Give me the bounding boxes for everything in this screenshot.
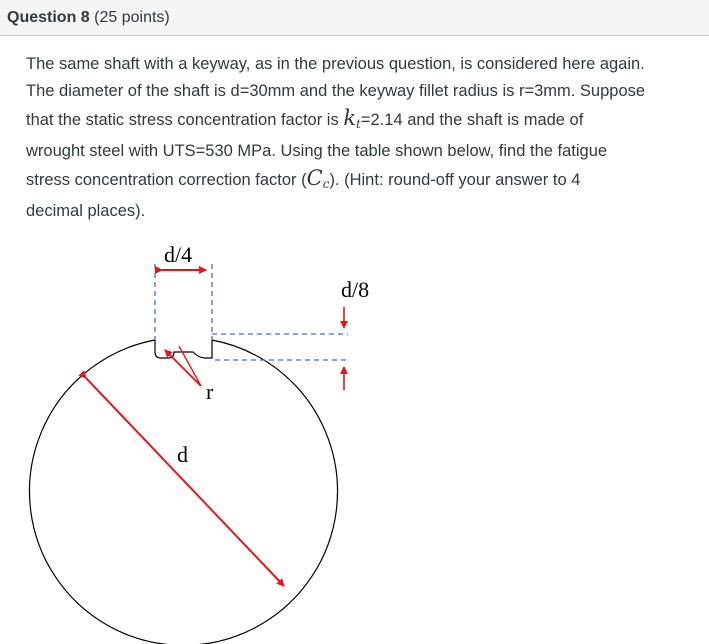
line3-pre: that the static stress concentration factor is xyxy=(26,111,344,129)
question-line-1: The same shaft with a keyway, as in the previous question, is considered here again. xyxy=(26,55,645,73)
diameter-arrow xyxy=(86,378,284,586)
fillet-radius-arrow xyxy=(165,350,201,386)
kt-symbol: $k_t$ xyxy=(343,106,361,131)
question-line-6: decimal places). xyxy=(26,202,146,220)
line3-post: =2.14 and the shaft is made of xyxy=(360,111,584,129)
label-diameter: d xyxy=(177,442,188,467)
question-name: Question 8 xyxy=(7,9,90,26)
line5-post: ). (Hint: round-off your answer to 4 xyxy=(329,171,581,189)
label-keyway-depth: d/8 xyxy=(341,277,370,302)
label-keyway-width: d/4 xyxy=(164,242,193,267)
shaft-outline xyxy=(29,340,337,644)
cc-symbol: $C_c$ xyxy=(306,166,330,191)
line5-pre: stress concentration correction factor ( xyxy=(26,171,307,189)
label-fillet-radius: r xyxy=(206,379,214,404)
question-line-4: wrought steel with UTS=530 MPa. Using the table shown below, find the fatigue xyxy=(26,142,608,160)
question-line-2: The diameter of the shaft is d=30mm and the keyway fillet radius is r=3mm. Suppose xyxy=(26,82,646,100)
question-points: (25 points) xyxy=(94,9,170,26)
